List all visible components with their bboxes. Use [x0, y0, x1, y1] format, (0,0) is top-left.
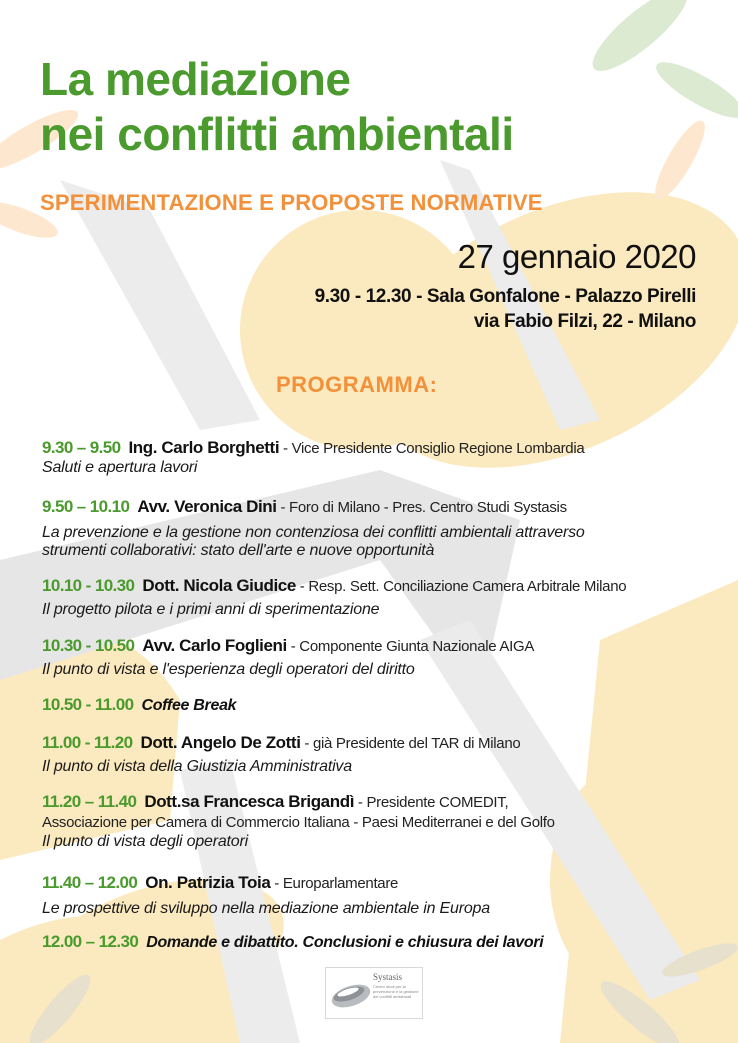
event-venue [315, 284, 696, 334]
event-subtitle: SPERIMENTAZIONE E PROPOSTE NORMATIVE [40, 190, 543, 215]
program-topic: Il punto di vista degli operatori [42, 833, 248, 850]
systasis-logo [325, 967, 423, 1019]
program-speaker: Avv. Carlo Foglieni [142, 636, 287, 655]
program-time: 9.50 – 10.10 [42, 497, 130, 516]
program-topic: Le prospettive di sviluppo nella mediazione ambientale in Europa [42, 900, 490, 917]
program-role: - Resp. Sett. Conciliazione Camera Arbitrale Milano [295, 578, 627, 595]
venue-time-location: 9.30 - 12.30 - Sala Gonfalone - Palazzo Pirelli [314, 286, 696, 307]
program-topic: strumenti collaborativi: stato dell'arte e nuove opportunità [42, 542, 435, 559]
program-role: - Foro di Milano - Pres. Centro Studi Systasis [276, 499, 567, 516]
title-line-2: nei conflitti ambientali [40, 108, 514, 160]
program-time: 10.50 - 11.00 [42, 695, 134, 714]
program-role: - Presidente COMEDIT, [354, 794, 509, 811]
event-title [40, 52, 720, 162]
program-topic: Il progetto pilota e i primi anni di sperimentazione [42, 601, 380, 618]
program-item [42, 497, 722, 560]
program-item [42, 636, 722, 679]
program-speaker: Avv. Veronica Dini [137, 497, 277, 516]
program-topic: Il punto di vista e l'esperienza degli operatori del diritto [42, 661, 415, 678]
program-time: 11.20 – 11.40 [42, 792, 137, 811]
program-speaker: Dott.sa Francesca Brigandì [144, 792, 355, 811]
program-time: 10.10 - 10.30 [42, 576, 135, 595]
program-role: - Componente Giunta Nazionale AIGA [286, 638, 535, 655]
program-item [42, 438, 722, 477]
program-role: - già Presidente del TAR di Milano [300, 735, 521, 752]
program-time: 9.30 – 9.50 [42, 438, 121, 457]
program-time: 10.30 - 10.50 [42, 636, 135, 655]
program-break: Coffee Break [141, 697, 237, 714]
program-item [42, 733, 722, 776]
program-topic: Il punto di vista della Giustizia Amministrativa [42, 758, 352, 775]
logo-emblem-icon [328, 970, 374, 1016]
logo-tagline: Centro studi per la prevenzione e la gestione dei conflitti ambientali [373, 984, 419, 999]
program-item [42, 932, 722, 953]
program-item [42, 873, 722, 918]
program-speaker: On. Patrizia Toia [145, 873, 271, 892]
program-time: 11.00 - 11.20 [42, 733, 133, 752]
program-item [42, 792, 722, 851]
venue-address: via Fabio Filzi, 22 - Milano [473, 311, 696, 332]
program-heading: PROGRAMMA: [276, 372, 438, 397]
logo-name: Systasis [373, 972, 403, 982]
program-time: 11.40 – 12.00 [42, 873, 138, 892]
title-line-1: La mediazione [40, 53, 351, 105]
program-time: 12.00 – 12.30 [42, 932, 139, 951]
program-item [42, 695, 722, 716]
program-topic: Saluti e apertura lavori [42, 459, 198, 476]
program-speaker: Ing. Carlo Borghetti [128, 438, 280, 457]
program-speaker: Dott. Nicola Giudice [142, 576, 296, 595]
program-closing: Domande e dibattito. Conclusioni e chiusura dei lavori [146, 934, 544, 951]
program-role: - Europarlamentare [270, 875, 399, 892]
program-role-detail: Associazione per Camera di Commercio Italiana - Paesi Mediterranei e del Golfo [42, 814, 555, 831]
program-topic: La prevenzione e la gestione non contenziosa dei conflitti ambientali attraverso [42, 524, 585, 541]
program-role: - Vice Presidente Consiglio Regione Lombardia [279, 440, 585, 457]
event-date: 27 gennaio 2020 [457, 238, 696, 275]
program-item [42, 576, 722, 619]
program-speaker: Dott. Angelo De Zotti [140, 733, 301, 752]
